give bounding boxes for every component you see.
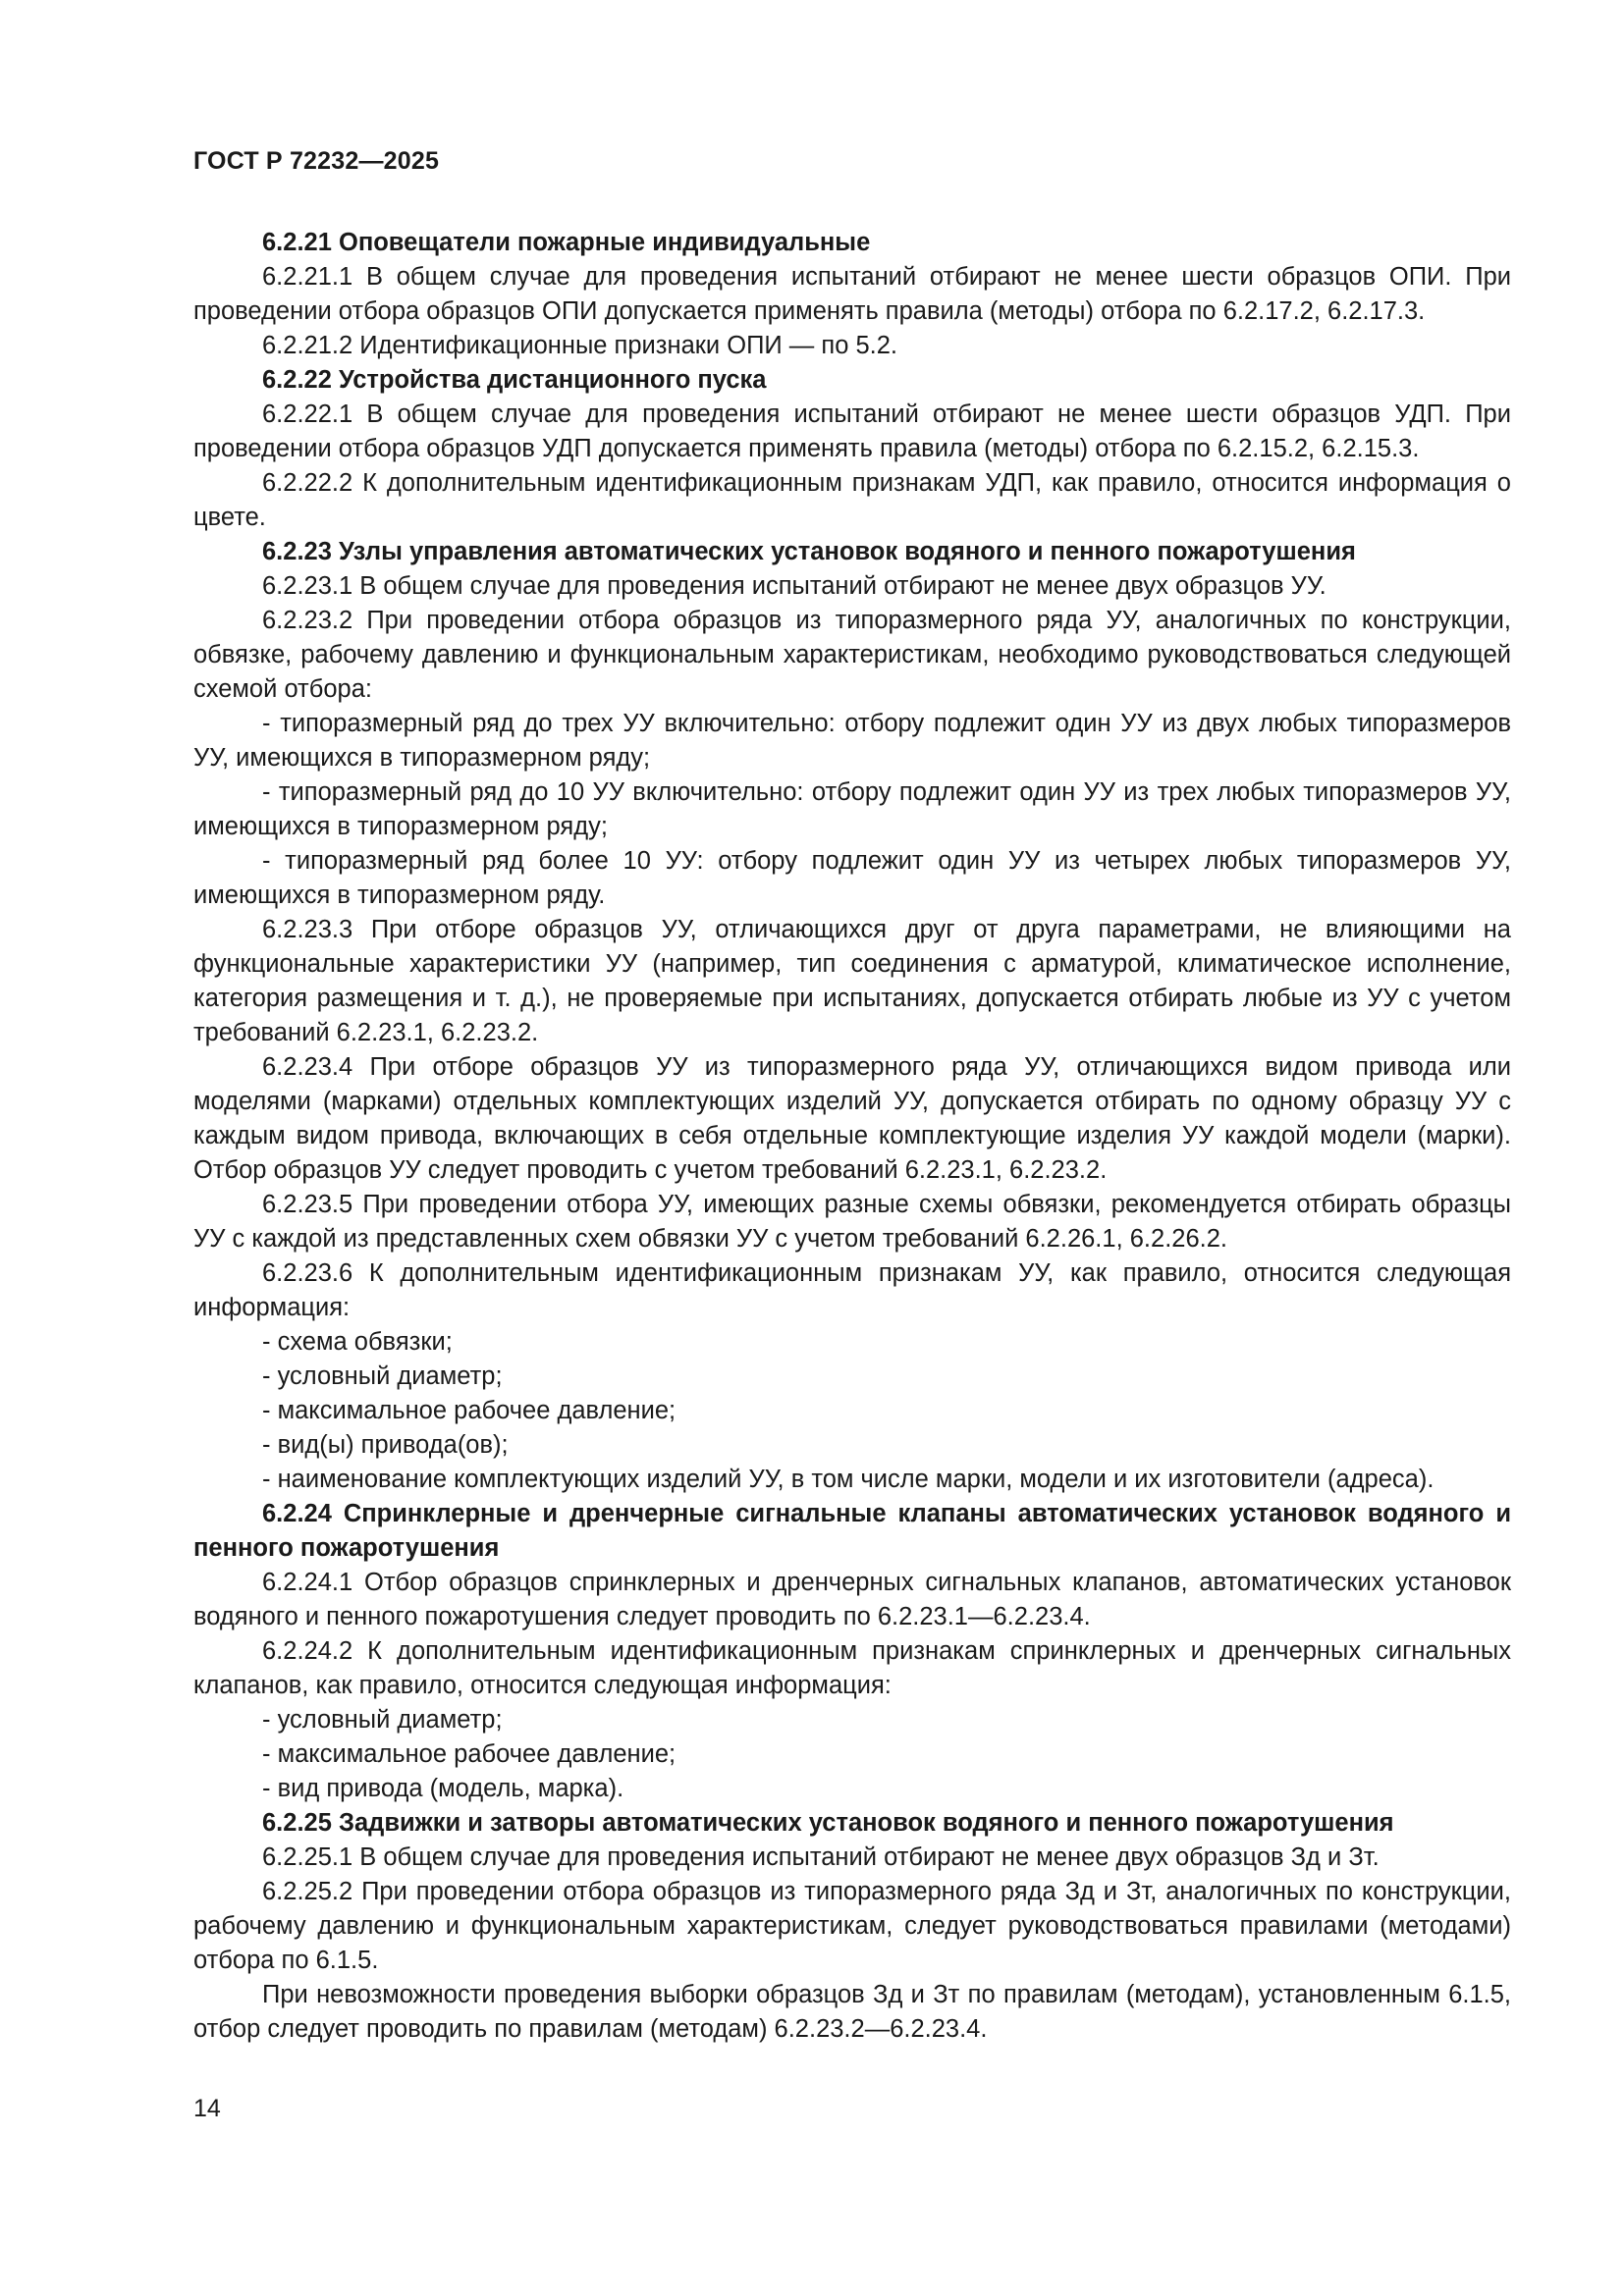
list-item: - условный диаметр; — [262, 1706, 503, 1734]
paragraph: При невозможности проведения выборки образцов Зд и Зт по правилам (методам), установленным 6.1.5, отбор следует проводить по правилам (методам) 6.2.23.2—6.2.23.4. — [193, 1981, 1511, 2043]
paragraph: 6.2.23.1 В общем случае для проведения испытаний отбирают не менее двух образцов УУ. — [262, 572, 1326, 600]
list-item: - типоразмерный ряд до трех УУ включительно: отбору подлежит один УУ из двух любых типоразмеров УУ, имеющихся в типоразмерном ряду; — [193, 710, 1511, 772]
paragraph: 6.2.24.1 Отбор образцов спринклерных и дренчерных сигнальных клапанов, автоматических установок водяного и пенного пожаротушения следует проводить по 6.2.23.1—6.2.23.4. — [193, 1569, 1511, 1630]
list-item: - условный диаметр; — [262, 1362, 503, 1390]
section-heading: 6.2.23 Узлы управления автоматических установок водяного и пенного пожаротушения — [262, 538, 1356, 565]
list-item: - максимальное рабочее давление; — [262, 1740, 677, 1768]
page-number: 14 — [193, 2095, 221, 2122]
list-item: - схема обвязки; — [262, 1328, 453, 1356]
section-heading: 6.2.25 Задвижки и затворы автоматических установок водяного и пенного пожаротушения — [262, 1809, 1394, 1837]
section-heading: 6.2.22 Устройства дистанционного пуска — [262, 366, 767, 394]
paragraph: 6.2.25.2 При проведении отбора образцов из типоразмерного ряда Зд и Зт, аналогичных по конструкции, рабочему давлению и функциональным характеристикам, следует руководствоваться правилами (методами) отбора по 6.1.5. — [193, 1878, 1511, 1974]
list-item: - типоразмерный ряд более 10 УУ: отбору подлежит один УУ из четырех любых типоразмеров УУ, имеющихся в типоразмерном ряду. — [193, 847, 1511, 909]
paragraph: 6.2.21.1 В общем случае для проведения испытаний отбирают не менее шести образцов ОПИ. При проведении отбора образцов ОПИ допускается применять правила (методы) отбора по 6.2.17.2, 6.2.17.3. — [193, 263, 1511, 325]
list-item: - вид привода (модель, марка). — [262, 1775, 624, 1802]
paragraph: 6.2.24.2 К дополнительным идентификационным признакам спринклерных и дренчерных сигнальных клапанов, как правило, относится следующая информация: — [193, 1637, 1511, 1699]
paragraph: 6.2.21.2 Идентификационные признаки ОПИ — по 5.2. — [262, 332, 898, 359]
paragraph: 6.2.25.1 В общем случае для проведения испытаний отбирают не менее двух образцов Зд и Зт. — [262, 1843, 1380, 1871]
paragraph: 6.2.23.6 К дополнительным идентификационным признакам УУ, как правило, относится следующая информация: — [193, 1259, 1511, 1321]
list-item: - наименование комплектующих изделий УУ, в том числе марки, модели и их изготовители (адреса). — [262, 1466, 1435, 1493]
list-item: - типоразмерный ряд до 10 УУ включительно: отбору подлежит один УУ из трех любых типоразмеров УУ, имеющихся в типоразмерном ряду; — [193, 778, 1511, 840]
section-heading: 6.2.21 Оповещатели пожарные индивидуальные — [262, 229, 871, 256]
paragraph: 6.2.23.4 При отборе образцов УУ из типоразмерного ряда УУ, отличающихся видом привода или моделями (марками) отдельных комплектующих изделий УУ, допускается отбирать по одному образцу УУ с каждым видом привода, включающих в себя отдельные комплектующие изделия УУ каждой модели (марки). Отбор образцов УУ следует проводить с учетом требований 6.2.23.1, 6.2.23.2. — [193, 1053, 1511, 1184]
list-item: - вид(ы) привода(ов); — [262, 1431, 509, 1459]
paragraph: 6.2.22.1 В общем случае для проведения испытаний отбирают не менее шести образцов УДП. При проведении отбора образцов УДП допускается применять правила (методы) отбора по 6.2.15.2, 6.2.15.3. — [193, 400, 1511, 462]
paragraph: 6.2.23.2 При проведении отбора образцов из типоразмерного ряда УУ, аналогичных по конструкции, обвязке, рабочему давлению и функциональным характеристикам, необходимо руководствоваться следующей схемой отбора: — [193, 607, 1511, 703]
document-header: ГОСТ Р 72232—2025 — [193, 147, 440, 175]
paragraph: 6.2.22.2 К дополнительным идентификационным признакам УДП, как правило, относится информация о цвете. — [193, 469, 1511, 531]
paragraph: 6.2.23.3 При отборе образцов УУ, отличающихся друг от друга параметрами, не влияющими на функциональные характеристики УУ (например, тип соединения с арматурой, климатическое исполнение, категория размещения и т. д.), не проверяемые при испытаниях, допускается отбирать любые из УУ с учетом требований 6.2.23.1, 6.2.23.2. — [193, 916, 1511, 1046]
document-body — [193, 226, 1511, 2047]
paragraph: 6.2.23.5 При проведении отбора УУ, имеющих разные схемы обвязки, рекомендуется отбирать образцы УУ с каждой из представленных схем обвязки УУ с учетом требований 6.2.26.1, 6.2.26.2. — [193, 1191, 1511, 1253]
section-heading: 6.2.24 Спринклерные и дренчерные сигнальные клапаны автоматических установок водяного и пенного пожаротушения — [193, 1500, 1511, 1562]
list-item: - максимальное рабочее давление; — [262, 1397, 677, 1424]
